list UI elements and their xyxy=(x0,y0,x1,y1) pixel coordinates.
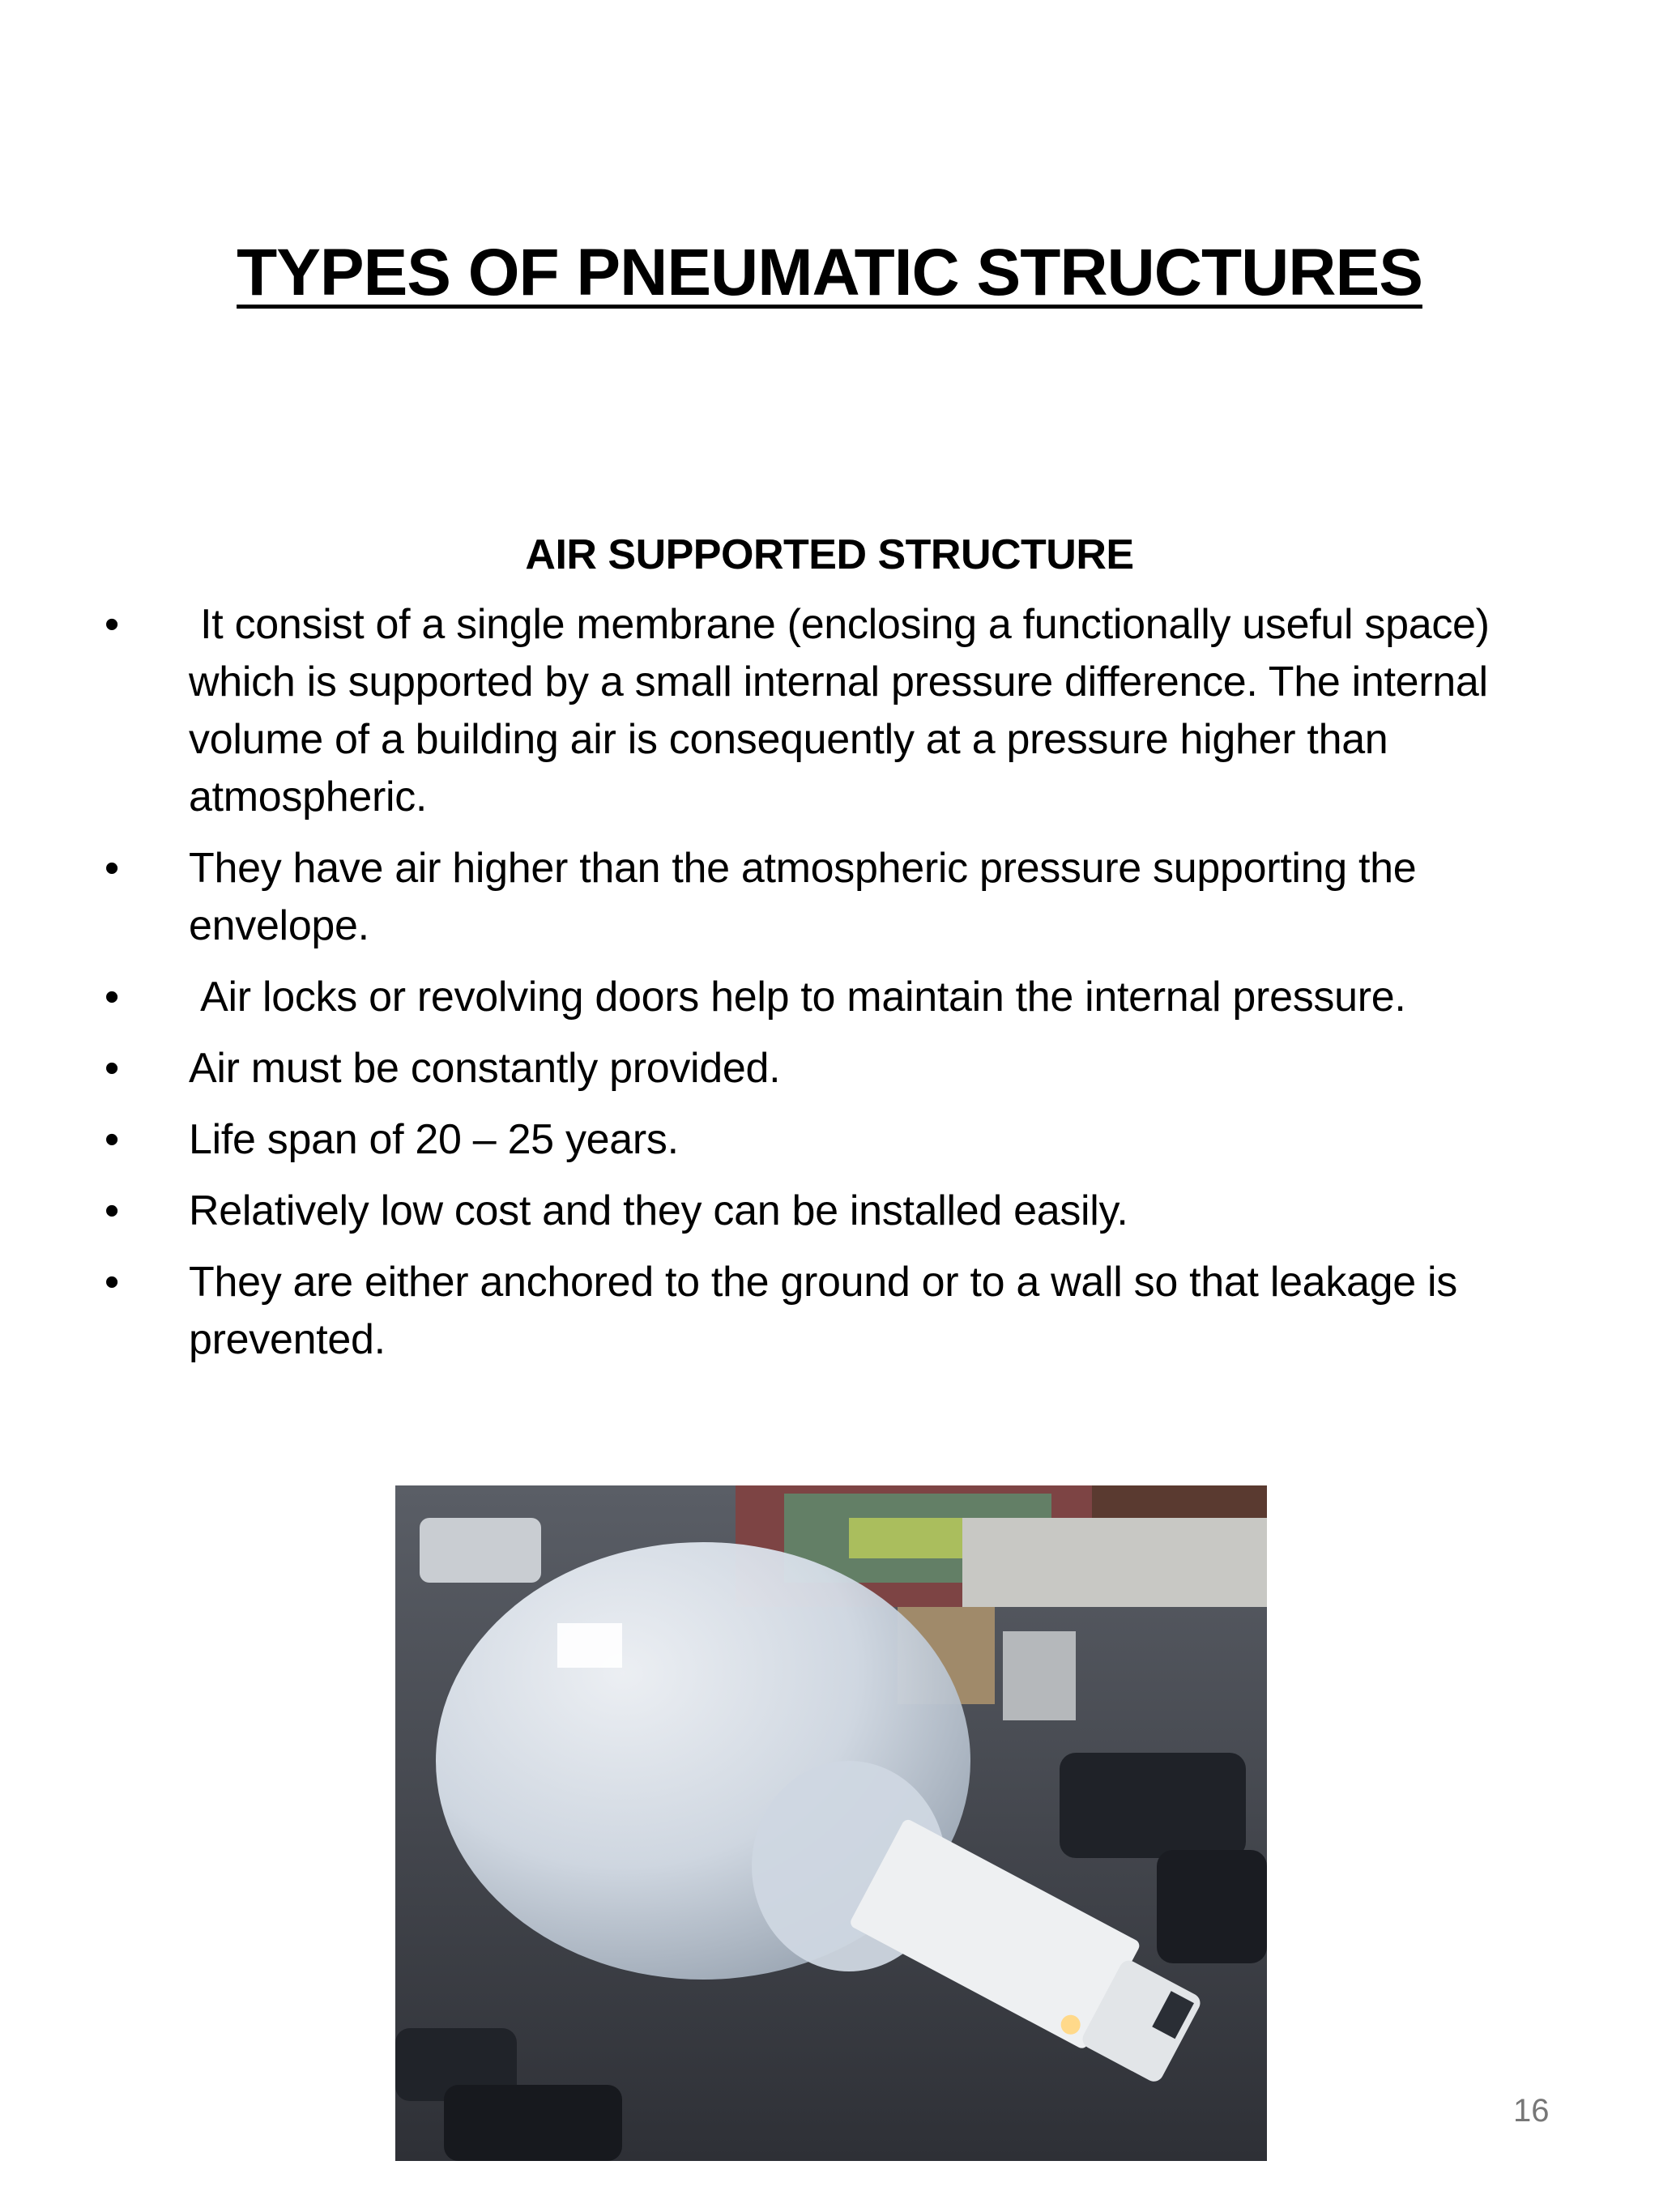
bullet-dot: • xyxy=(104,601,119,648)
bullet-text: Air locks or revolving doors help to maintain the internal pressure. xyxy=(189,974,1406,1021)
bullet-dot: • xyxy=(104,1259,119,1306)
bullet-item xyxy=(0,1040,1659,1097)
suv xyxy=(420,1518,541,1583)
slide-title: TYPES OF PNEUMATIC STRUCTURES xyxy=(237,236,1422,309)
bullet-dot: • xyxy=(104,1187,119,1234)
bullet-text: Air must be constantly provided. xyxy=(189,1045,781,1092)
bullet-item xyxy=(0,596,1659,826)
inflatable-bubble-truck-photo xyxy=(395,1485,1267,2161)
bullet-item xyxy=(0,1183,1659,1240)
bullet-text: Life span of 20 – 25 years. xyxy=(189,1116,679,1163)
page-number: 16 xyxy=(1513,2093,1550,2129)
photo-illustration xyxy=(395,1485,1267,2161)
bubble-glow xyxy=(557,1623,622,1668)
bullet-item xyxy=(0,1254,1659,1369)
dark-car-1 xyxy=(1060,1753,1246,1858)
bullet-item xyxy=(0,840,1659,955)
rooftop xyxy=(962,1518,1267,1607)
bullet-dot: • xyxy=(104,1116,119,1163)
section-subheading: AIR SUPPORTED STRUCTURE xyxy=(525,531,1134,578)
bullet-text: Relatively low cost and they can be installed easily. xyxy=(189,1187,1128,1234)
bullet-list xyxy=(0,596,1659,1383)
bullet-text: They are either anchored to the ground or to a wall so that leakage is prevented. xyxy=(189,1259,1469,1363)
bullet-item xyxy=(0,1111,1659,1169)
dark-car-2 xyxy=(1157,1850,1267,1963)
bullet-text: They have air higher than the atmospheric pressure supporting the envelope. xyxy=(189,845,1428,949)
bullet-item xyxy=(0,969,1659,1026)
bullet-dot: • xyxy=(104,1045,119,1092)
bullet-text: It consist of a single membrane (enclosing a functionally useful space) which is supported by a small internal pressure difference. The internal volume of a building air is consequently at a pressure higher than atmospheric. xyxy=(189,601,1501,820)
dark-car-4 xyxy=(444,2085,622,2161)
bullet-dot: • xyxy=(104,845,119,892)
bullet-dot: • xyxy=(104,974,119,1021)
bin xyxy=(1003,1631,1076,1720)
